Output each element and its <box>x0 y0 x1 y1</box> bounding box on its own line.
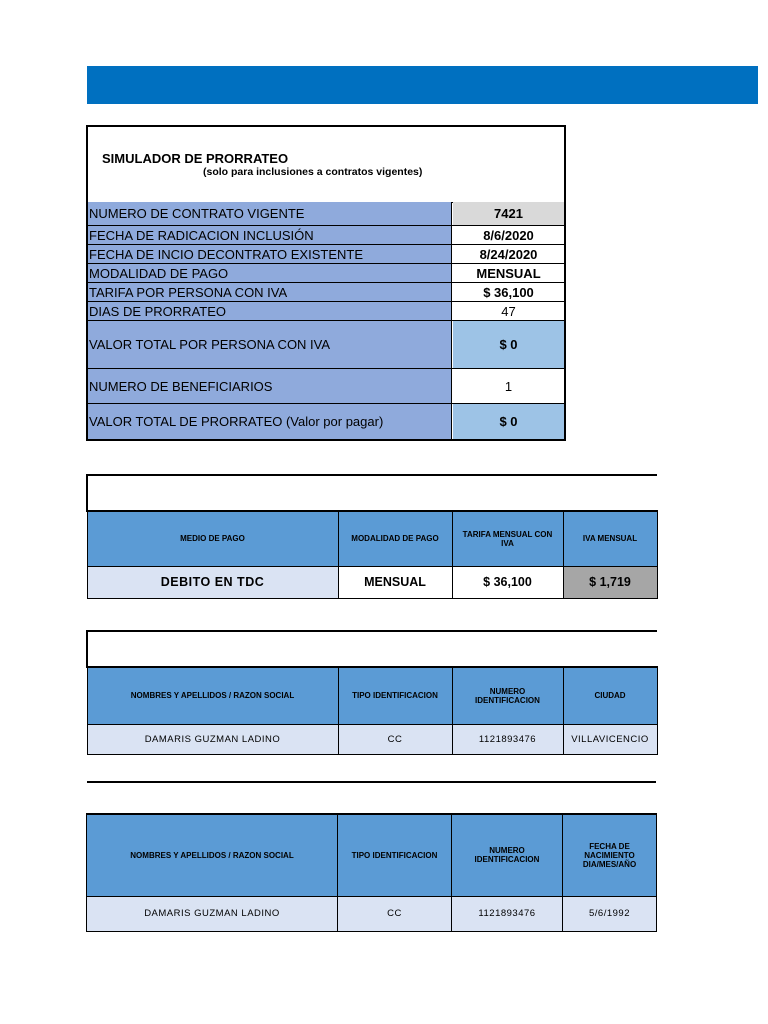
row-contract-start-date <box>88 245 564 264</box>
cell-holder-city: VILLAVICENCIO <box>563 724 657 754</box>
value-rate-per-person: $ 36,100 <box>453 283 564 301</box>
value-filing-date[interactable]: 8/6/2020 <box>453 226 564 244</box>
header-holder-name: NOMBRES Y APELLIDOS / RAZON SOCIAL <box>87 667 338 724</box>
cell-payment-mode: MENSUAL <box>338 566 452 598</box>
header-holder-id-number: NUMERO IDENTIFICACION <box>452 667 563 724</box>
value-payment-mode[interactable]: MENSUAL <box>453 264 564 282</box>
header-banner <box>87 66 758 104</box>
value-contract-start-date[interactable]: 8/24/2020 <box>453 245 564 263</box>
holder-title-row <box>87 631 657 667</box>
value-total-per-person: $ 0 <box>453 321 564 368</box>
beneficiary-data-row <box>87 896 657 931</box>
cell-beneficiary-id-number: 1121893476 <box>452 896 563 931</box>
cell-holder-id-type: CC <box>338 724 452 754</box>
simulator-header <box>88 127 564 203</box>
header-beneficiary-id-number: NUMERO IDENTIFICACION <box>452 814 563 896</box>
value-beneficiaries[interactable]: 1 <box>453 369 564 403</box>
row-total-prorate <box>88 404 564 439</box>
header-holder-city: CIUDAD <box>563 667 657 724</box>
cell-monthly-rate: $ 36,100 <box>452 566 563 598</box>
header-beneficiary-birthdate: FECHA DE NACIMIENTO DIA/MES/AÑO <box>563 814 657 896</box>
cell-holder-name: DAMARIS GUZMAN LADINO <box>87 724 338 754</box>
label-contract-start-date: FECHA DE INCIO DECONTRATO EXISTENTE <box>88 245 452 263</box>
payment-data-row <box>87 566 657 598</box>
header-payment-method: MEDIO DE PAGO <box>87 511 338 566</box>
value-total-prorate: $ 0 <box>453 404 564 439</box>
label-filing-date: FECHA DE RADICACION INCLUSIÓN <box>88 226 452 244</box>
label-rate-per-person: TARIFA POR PERSONA CON IVA <box>88 283 452 301</box>
row-filing-date <box>88 226 564 245</box>
payment-title-row <box>87 475 657 511</box>
payment-header-row <box>87 511 657 566</box>
holder-header-row <box>87 667 657 724</box>
header-beneficiary-id-type: TIPO IDENTIFICACION <box>338 814 452 896</box>
holder-table <box>86 630 658 755</box>
holder-data-row <box>87 724 657 754</box>
header-payment-mode: MODALIDAD DE PAGO <box>338 511 452 566</box>
beneficiary-table <box>86 813 657 932</box>
row-contract-number <box>88 202 564 226</box>
row-prorate-days <box>88 302 564 321</box>
row-total-per-person <box>88 321 564 369</box>
beneficiary-header-row <box>87 814 657 896</box>
cell-beneficiary-id-type: CC <box>338 896 452 931</box>
header-monthly-iva: IVA MENSUAL <box>563 511 657 566</box>
header-monthly-rate: TARIFA MENSUAL CON IVA <box>452 511 563 566</box>
label-contract-number: NUMERO DE CONTRATO VIGENTE <box>88 202 452 225</box>
simulator-panel <box>86 125 566 441</box>
label-total-prorate: VALOR TOTAL DE PRORRATEO (Valor por pagar) <box>88 404 452 439</box>
simulator-subtitle: (solo para inclusiones a contratos vigentes) <box>203 166 423 178</box>
value-contract-number[interactable]: 7421 <box>453 202 564 225</box>
cell-beneficiary-birthdate: 5/6/1992 <box>563 896 657 931</box>
label-beneficiaries: NUMERO DE BENEFICIARIOS <box>88 369 452 403</box>
cell-beneficiary-name: DAMARIS GUZMAN LADINO <box>87 896 338 931</box>
cell-monthly-iva: $ 1,719 <box>563 566 657 598</box>
row-beneficiaries <box>88 369 564 404</box>
header-holder-id-type: TIPO IDENTIFICACION <box>338 667 452 724</box>
label-total-per-person: VALOR TOTAL POR PERSONA CON IVA <box>88 321 452 368</box>
row-payment-mode <box>88 264 564 283</box>
cell-holder-id-number: 1121893476 <box>452 724 563 754</box>
row-rate-per-person <box>88 283 564 302</box>
header-beneficiary-name: NOMBRES Y APELLIDOS / RAZON SOCIAL <box>87 814 338 896</box>
payment-table <box>86 474 658 599</box>
cell-payment-method: DEBITO EN TDC <box>87 566 338 598</box>
section-divider <box>87 781 656 783</box>
label-payment-mode: MODALIDAD DE PAGO <box>88 264 452 282</box>
value-prorate-days: 47 <box>453 302 564 320</box>
label-prorate-days: DIAS DE PRORRATEO <box>88 302 452 320</box>
simulator-title: SIMULADOR DE PRORRATEO <box>102 151 289 166</box>
